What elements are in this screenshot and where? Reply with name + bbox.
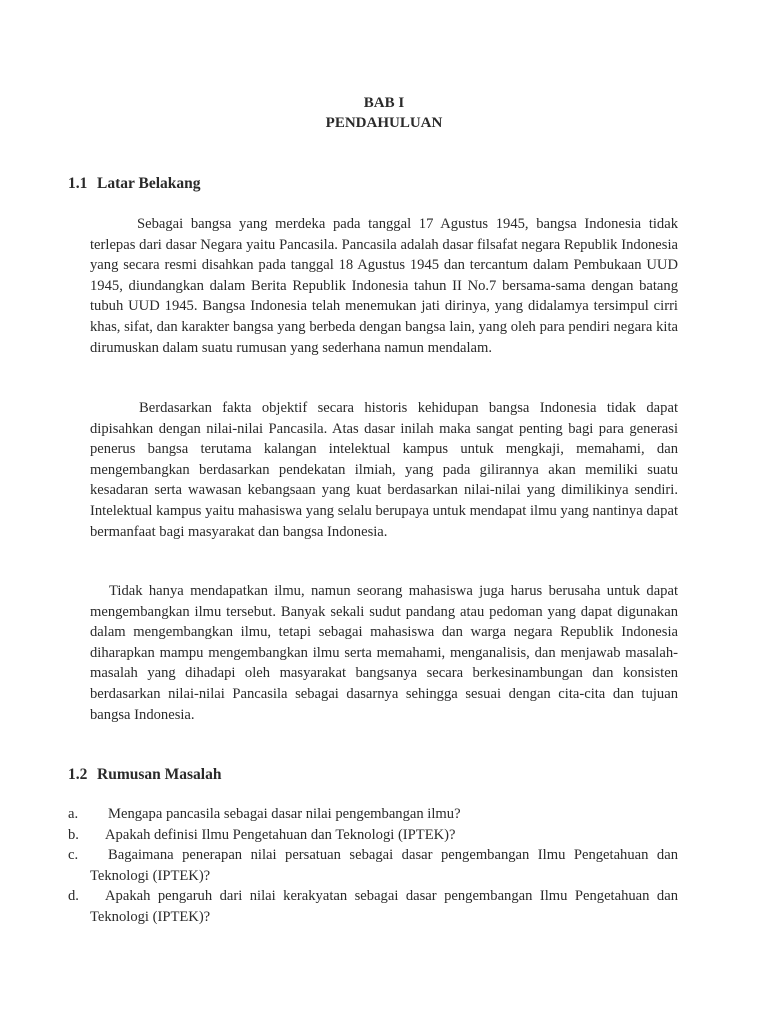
section-heading-latar-belakang — [68, 174, 201, 194]
list-item — [68, 886, 678, 927]
section-heading-rumusan-masalah — [68, 765, 221, 785]
paragraph-3: Tidak hanya mendapatkan ilmu, namun seorang mahasiswa juga harus berusaha untuk dapat mengembangkan ilmu tersebut. Banyak sekali sudut pandang atau pedoman yang dapat digunakan dalam mengembangkan ilmu, tetapi sebagai mahasiswa dan warga negara Republik Indonesia diharapkan mampu mengembangkan ilmu serta memahami, menganalisis, dan menjawab masalah-masalah yang dihadapi oleh masyarakat bangsanya secara berkesinambungan dan konsisten berdasarkan nilai-nilai Pancasila sebagai dasarnya sehingga sesuai dengan cita-cita dan tujuan bangsa Indonesia. — [90, 583, 678, 723]
section-number: 1.1 — [68, 175, 88, 192]
list-item-text: Mengapa pancasila sebagai dasar nilai pengembangan ilmu? — [108, 806, 461, 822]
list-marker: d. — [68, 888, 79, 905]
section-number: 1.2 — [68, 766, 88, 783]
paragraph-2: Berdasarkan fakta objektif secara historis kehidupan bangsa Indonesia tidak dapat dipisahkan dengan nilai-nilai Pancasila. Atas dasar inilah maka sangat penting bagi para generasi penerus bangsa terutama kalangan intelektual kampus untuk mengkaji, memahami, dan mengembangkan berdasarkan pendekatan ilmiah, yang pada gilirannya akan memiliki suatu kesadaran serta wawasan kebangsaan yang kuat berdasarkan nilai-nilai yang dimilikinya sendiri. Intelektual kampus yaitu mahasiswa yang selalu berupaya untuk mendapat ilmu yang nantinya dapat bermanfaat bagi masyarakat dan bangsa Indonesia. — [90, 400, 678, 540]
list-marker: a. — [68, 806, 79, 822]
list-item-text: Apakah pengaruh dari nilai kerakyatan sebagai dasar pengembangan Ilmu Pengetahuan dan Teknologi (IPTEK)? — [90, 888, 678, 925]
chapter-title: PENDAHULUAN — [325, 115, 443, 131]
paragraph-1: Sebagai bangsa yang merdeka pada tanggal 17 Agustus 1945, bangsa Indonesia tidak terlepas dari dasar Negara yaitu Pancasila. Pancasila adalah dasar filsafat negara Republik Indonesia yang secara resmi disahkan pada tanggal 18 Agustus 1945 dan tercantum dalam Pembukaan UUD 1945, diundangkan dalam Berita Republik Indonesia tahun II No.7 bersama-sama dengan batang tubuh UUD 1945. Bangsa Indonesia telah menemukan jati dirinya, yang didalamya tersimpul cirri khas, sifat, dan karakter bangsa yang berbeda dengan bangsa lain, yang oleh para pendiri negara kita dirumuskan dalam suatu rumusan yang sederhana namun mendalam. — [90, 216, 678, 356]
chapter-label: BAB I — [363, 95, 405, 111]
list-marker: c. — [68, 847, 79, 864]
list-item — [68, 845, 678, 886]
list-item — [68, 804, 678, 825]
list-item-text: Apakah definisi Ilmu Pengetahuan dan Teknologi (IPTEK)? — [105, 826, 456, 843]
list-item-text: Bagaimana penerapan nilai persatuan sebagai dasar pengembangan Ilmu Pengetahuan dan Teknologi (IPTEK)? — [90, 847, 678, 884]
problem-list — [68, 804, 678, 928]
section-title: Rumusan Masalah — [97, 766, 222, 783]
section-title: Latar Belakang — [97, 175, 201, 192]
chapter-heading — [0, 93, 768, 133]
list-marker: b. — [68, 826, 79, 843]
list-item — [68, 825, 678, 846]
